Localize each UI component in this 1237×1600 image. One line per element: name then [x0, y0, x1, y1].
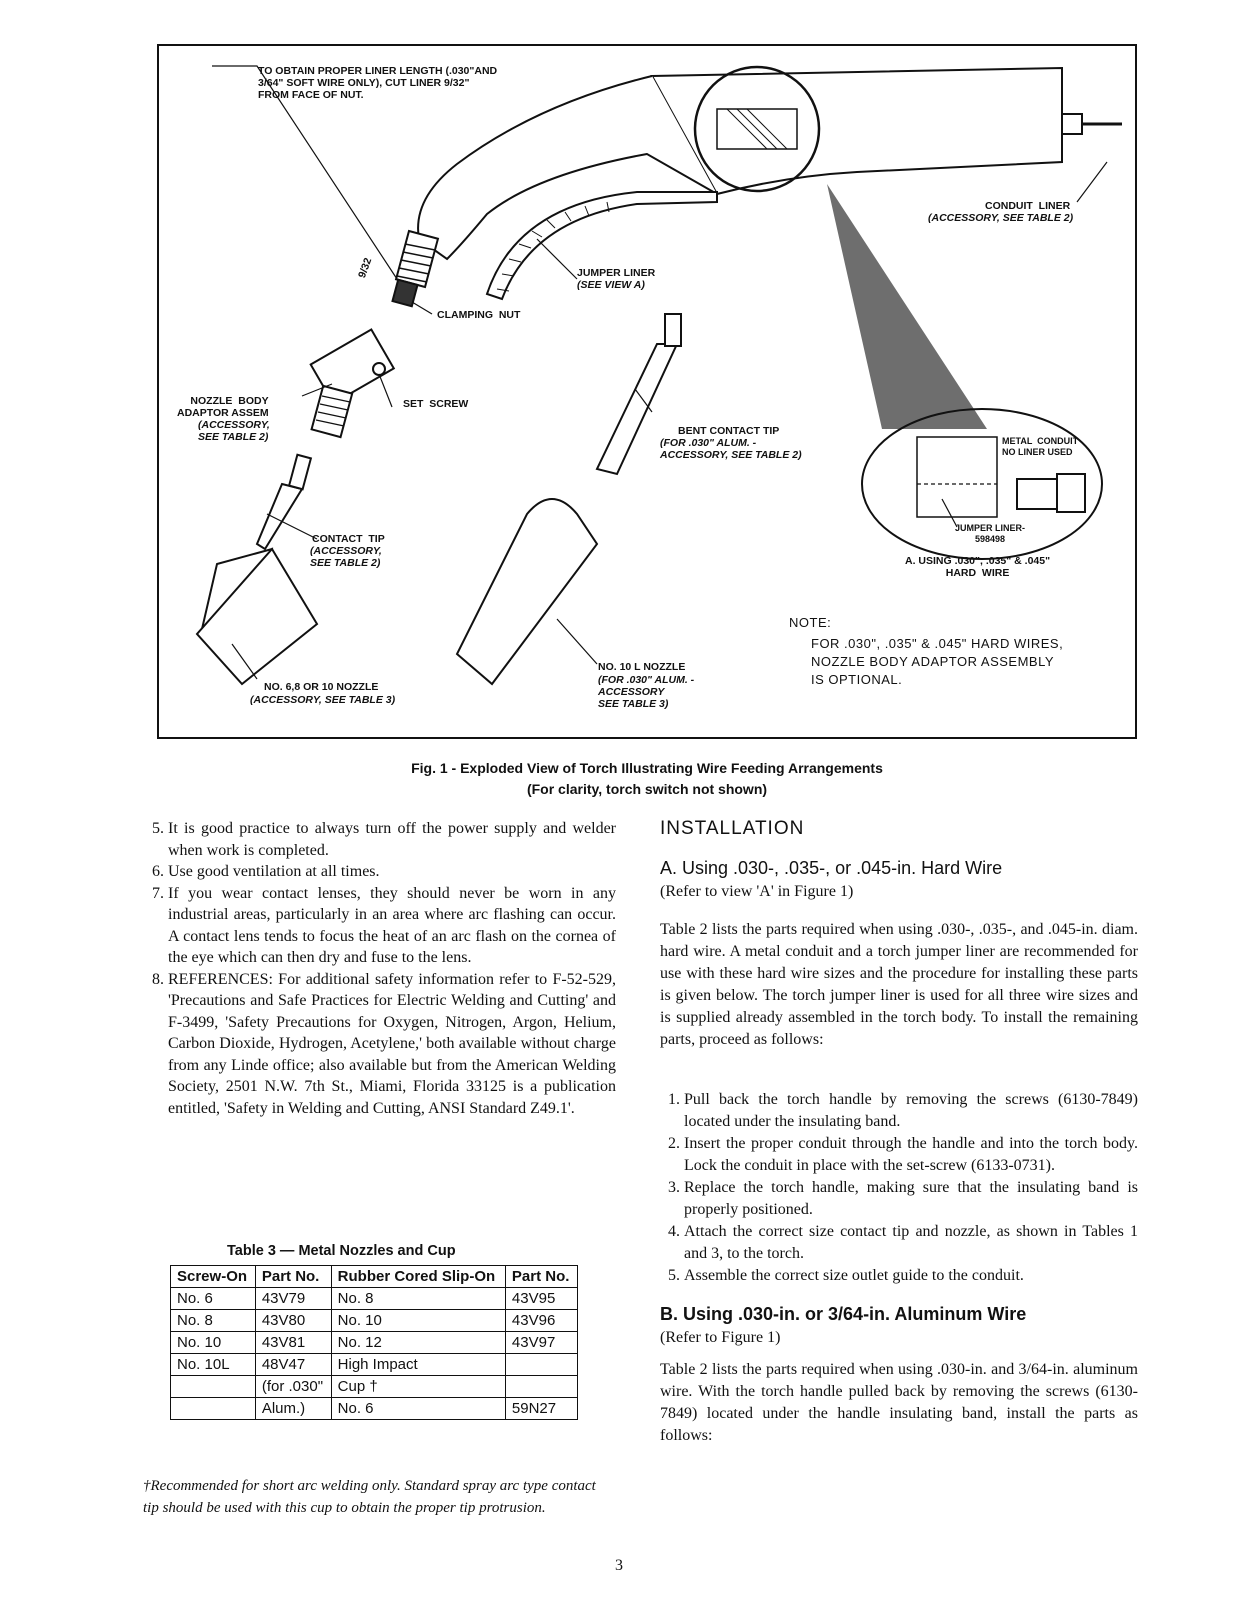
note-text: FOR .030", .035" & .045" HARD WIRES, NOZZLE BODY ADAPTOR ASSEMBLY IS OPTIONAL. — [811, 636, 1064, 687]
table-row — [171, 1288, 578, 1310]
label-bent-contact-tip: BENT CONTACT TIP — [678, 425, 780, 437]
label-jumper-liner-sub: (SEE VIEW A) — [577, 279, 645, 291]
label-conduit-liner-sub: (ACCESSORY, SEE TABLE 2) — [928, 212, 1074, 224]
nozzle-table — [170, 1265, 578, 1420]
table-cell: Alum.) — [255, 1398, 331, 1420]
table-row — [171, 1376, 578, 1398]
contact-tip-shape — [257, 484, 302, 549]
subheading-a: A. Using .030-, .035-, or .045-in. Hard Wire — [660, 858, 1003, 878]
table-cell — [171, 1398, 256, 1420]
list-item: 5. Assemble the correct size outlet guide to the conduit. — [684, 1265, 1138, 1287]
label-nozzle-10l-sub: (FOR .030" ALUM. - ACCESSORY SEE TABLE 3) — [598, 674, 695, 710]
table-header: Rubber Cored Slip-On — [331, 1266, 505, 1288]
table-row — [171, 1398, 578, 1420]
table-cell: No. 10L — [171, 1354, 256, 1376]
label-nozzle-body: NOZZLE BODY ADAPTOR ASSEM — [177, 395, 269, 419]
torch-barrel — [652, 68, 1062, 194]
list-item: 6. Use good ventilation at all times. — [168, 861, 616, 883]
table-row — [171, 1354, 578, 1376]
subheading-a-ref: (Refer to view 'A' in Figure 1) — [660, 883, 854, 900]
list-item: 1. Pull back the torch handle by removing the screws (6130-7849) located under the insulating band. — [684, 1089, 1138, 1133]
label-bent-contact-tip-sub: (FOR .030" ALUM. - ACCESSORY, SEE TABLE 2) — [660, 437, 802, 461]
table-cell — [505, 1354, 577, 1376]
table-cell — [505, 1376, 577, 1398]
label-nozzle-6-8-10: NO. 6,8 OR 10 NOZZLE — [264, 681, 379, 693]
section-heading: INSTALLATION — [660, 818, 805, 839]
table-cell: 48V47 — [255, 1354, 331, 1376]
list-item: 7. If you wear contact lenses, they should never be worn in any industrial areas, particularly in an area where arc flashing can occur. A contact lens tends to focus the heat of an arc flash on the cornea of the eye which can then dry and fuse to the lens. — [168, 883, 616, 969]
label-set-screw: SET SCREW — [403, 398, 469, 410]
table-cell: No. 10 — [171, 1332, 256, 1354]
table-footnote: †Recommended for short arc welding only. Standard spray arc type contact tip should be used with this cup to obtain the proper tip protrusion. — [143, 1478, 596, 1516]
list-item: 5. It is good practice to always turn off the power supply and welder when work is completed. — [168, 818, 616, 861]
subheading-b: B. Using .030-in. or 3/64-in. Aluminum Wire — [660, 1304, 1027, 1324]
label-conduit-liner: CONDUIT LINER — [985, 200, 1071, 212]
table-header: Part No. — [255, 1266, 331, 1288]
table-cell: 43V79 — [255, 1288, 331, 1310]
install-steps — [660, 1089, 1138, 1287]
list-item: 4. Attach the correct size contact tip and nozzle, as shown in Tables 1 and 3, to the torch. — [684, 1221, 1138, 1265]
table-cell: (for .030" — [255, 1376, 331, 1398]
label-metal-conduit: METAL CONDUIT NO LINER USED — [1002, 436, 1079, 457]
table-header: Screw-On — [171, 1266, 256, 1288]
label-dimension: 9/32 — [356, 256, 375, 280]
label-contact-tip-sub: (ACCESSORY, SEE TABLE 2) — [310, 545, 382, 569]
label-nozzle-body-sub: (ACCESSORY, SEE TABLE 2) — [198, 419, 270, 443]
label-clamping-nut: CLAMPING NUT — [437, 309, 521, 321]
table-cell: No. 6 — [171, 1288, 256, 1310]
left-column — [140, 818, 616, 1119]
table-cell: Cup † — [331, 1376, 505, 1398]
table-cell: 43V97 — [505, 1332, 577, 1354]
label-liner-length: TO OBTAIN PROPER LINER LENGTH (.030"AND 3/64" SOFT WIRE ONLY), CUT LINER 9/32" FROM FACE OF NUT. — [258, 65, 498, 101]
table-cell: No. 8 — [171, 1310, 256, 1332]
note-title: NOTE: — [789, 615, 832, 630]
table-cell: No. 8 — [331, 1288, 505, 1310]
table-row — [171, 1310, 578, 1332]
table-caption: Table 3 — Metal Nozzles and Cup — [227, 1243, 456, 1259]
label-jumper-part-number: JUMPER LINER- 598498 — [955, 523, 1026, 544]
table-cell: 59N27 — [505, 1398, 577, 1420]
label-view-a: A. USING .030", .035" & .045" HARD WIRE — [905, 555, 1051, 579]
paragraph-a: Table 2 lists the parts required when using .030-, .035-, and .045-in. diam. hard wire. A metal conduit and a torch jumper liner are recommended for use with these hard wire sizes and the procedure for installing these parts is given below. The torch jumper liner is used for all three wire sizes and is supplied already assembled in the torch body. To install the remaining parts, proceed as follows: — [660, 921, 1138, 1048]
safety-list — [140, 818, 616, 1119]
figure-caption: Fig. 1 - Exploded View of Torch Illustrating Wire Feeding Arrangements (For clarity, torch switch not shown) — [411, 760, 883, 797]
list-item: 3. Replace the torch handle, making sure that the insulating band is properly positioned. — [684, 1177, 1138, 1221]
list-item: 2. Insert the proper conduit through the handle and into the torch body. Lock the conduit in place with the set-screw (6133-0731). — [684, 1133, 1138, 1177]
table-cell: No. 6 — [331, 1398, 505, 1420]
label-nozzle-10l: NO. 10 L NOZZLE — [598, 661, 686, 673]
table-cell: No. 12 — [331, 1332, 505, 1354]
table-row — [171, 1332, 578, 1354]
label-jumper-liner: JUMPER LINER — [577, 267, 656, 279]
table-cell: No. 10 — [331, 1310, 505, 1332]
page-number: 3 — [615, 1557, 623, 1574]
table-cell: High Impact — [331, 1354, 505, 1376]
subheading-b-ref: (Refer to Figure 1) — [660, 1329, 781, 1346]
table-cell — [171, 1376, 256, 1398]
table-cell: 43V95 — [505, 1288, 577, 1310]
table-header: Part No. — [505, 1266, 577, 1288]
list-item: 8. REFERENCES: For additional safety information refer to F-52-529, 'Precautions and Safe Practices for Electric Welding and Cutting' and F-3499, 'Safety Precautions for Oxygen, Nitrogen, Argon, Helium, Carbon Dioxide, Hydrogen, Acetylene,' both available without charge from any Linde office; also available but from the American Welding Society, 2501 N.W. 7th St., Miami, Florida 33125 is a publication entitled, 'Safety in Welding and Cutting, ANSI Standard Z49.1'. — [168, 969, 616, 1120]
label-nozzle-6-8-10-sub: (ACCESSORY, SEE TABLE 3) — [250, 694, 396, 706]
paragraph-b: Table 2 lists the parts required when using .030-in. and 3/64-in. aluminum wire. With the torch handle pulled back by removing the screws (6130-7849) located under the handle insulating band, install the parts as follows: — [660, 1361, 1138, 1444]
label-contact-tip: CONTACT TIP — [312, 533, 385, 545]
table-cell: 43V96 — [505, 1310, 577, 1332]
table-cell: 43V80 — [255, 1310, 331, 1332]
right-column — [660, 818, 1138, 1447]
table-cell: 43V81 — [255, 1332, 331, 1354]
